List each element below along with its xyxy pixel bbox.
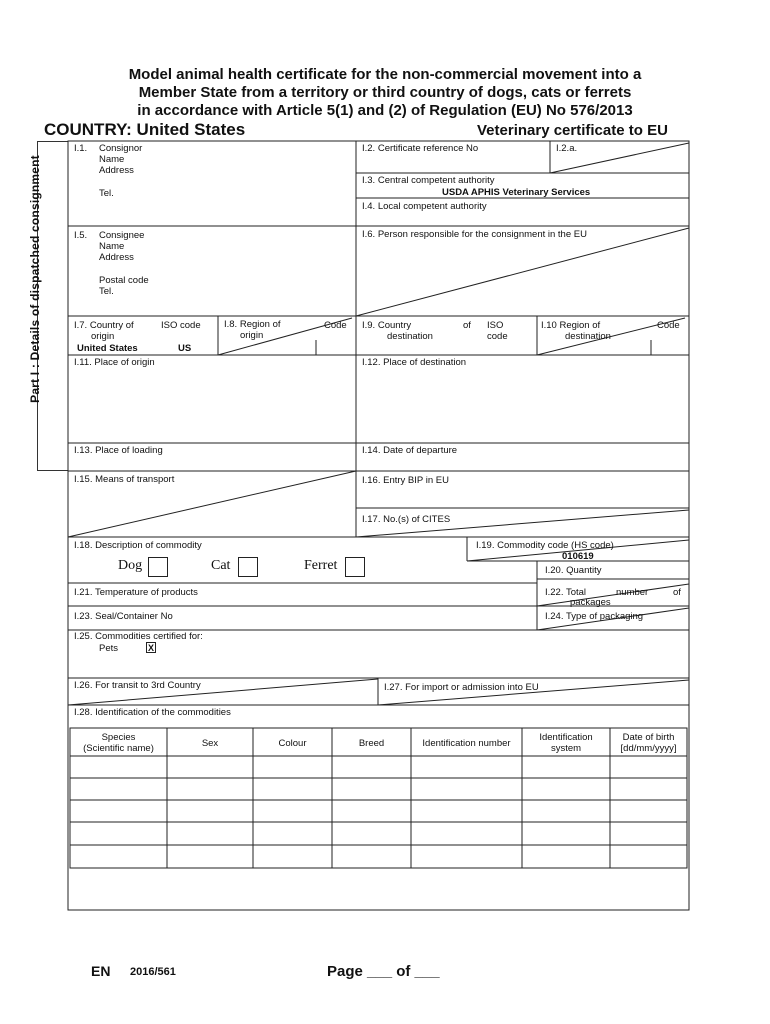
- consignee-label: Consignee: [99, 230, 145, 241]
- entry-bip-label: I.16. Entry BIP in EU: [362, 475, 449, 486]
- footer-page-number: Page ___ of ___: [327, 963, 440, 980]
- packaging-type-label: I.24. Type of packaging: [545, 611, 644, 622]
- country-origin-value: United States: [77, 343, 138, 354]
- total-packages-label-2: packages: [570, 597, 611, 608]
- region-origin-label-2: origin: [240, 330, 264, 341]
- place-loading-label: I.13. Place of loading: [74, 445, 163, 456]
- country-origin-label: I.7. Country of: [74, 320, 134, 331]
- consignor-name-label: Name: [99, 154, 125, 165]
- i5-code: I.5.: [74, 230, 88, 241]
- import-admission-label: I.27. For import or admission into EU: [384, 682, 539, 693]
- country-destination-of: of: [463, 320, 471, 331]
- title-line-2: Member State from a territory or third country of dogs, cats or ferrets: [138, 84, 632, 101]
- consignee-name-label: Name: [99, 241, 125, 252]
- part-label: Part I : Details of dispatched consignment: [28, 155, 42, 403]
- central-authority-label: I.3. Central competent authority: [362, 175, 495, 186]
- dog-label: Dog: [118, 558, 143, 573]
- commodity-code-label: I.19. Commodity code (HS code): [476, 540, 614, 551]
- title-line-1: Model animal health certificate for the non-commercial movement into a: [128, 66, 642, 83]
- dest-iso-label-2: code: [487, 331, 508, 342]
- footer-language: EN: [91, 963, 111, 979]
- header-identification-number: Identification number: [422, 738, 511, 749]
- total-packages-label: I.22. Total: [545, 587, 587, 598]
- dog-checkbox[interactable]: [148, 557, 168, 577]
- iso-code-value: US: [178, 343, 192, 354]
- ferret-label: Ferret: [304, 558, 338, 573]
- certificate-type: Veterinary certificate to EU: [477, 122, 668, 139]
- country-destination-label: I.9. Country: [362, 320, 412, 331]
- header-colour: Colour: [278, 738, 307, 749]
- certified-for-label: I.25. Commodities certified for:: [74, 631, 203, 642]
- means-transport-label: I.15. Means of transport: [74, 474, 175, 485]
- country-destination-label-2: destination: [387, 331, 433, 342]
- dest-iso-label: ISO: [487, 320, 504, 331]
- cat-label: Cat: [211, 558, 231, 573]
- header-identification-system: Identification system: [539, 732, 593, 754]
- commodity-code-value: 010619: [562, 551, 594, 562]
- title-line-3: in accordance with Article 5(1) and (2) of Regulation (EU) No 576/2013: [137, 102, 633, 119]
- date-departure-label: I.14. Date of departure: [362, 445, 458, 456]
- header-date-of-birth: Date of birth [dd/mm/yyyy]: [620, 732, 677, 754]
- consignee-tel-label: Tel.: [99, 286, 114, 297]
- temperature-label: I.21. Temperature of products: [74, 587, 198, 598]
- place-origin-label: I.11. Place of origin: [74, 357, 155, 368]
- i1-code: I.1.: [74, 143, 88, 154]
- cites-label: I.17. No.(s) of CITES: [362, 514, 451, 525]
- consignee-postal-label: Postal code: [99, 275, 149, 286]
- iso-code-label: ISO code: [161, 320, 201, 331]
- transit-label: I.26. For transit to 3rd Country: [74, 680, 201, 691]
- header-sex: Sex: [201, 738, 219, 749]
- total-packages-of: of: [673, 587, 681, 598]
- consignor-tel-label: Tel.: [99, 188, 114, 199]
- pets-checkbox[interactable]: X: [147, 643, 154, 653]
- region-origin-label: I.8. Region of: [224, 319, 281, 330]
- central-authority-value: USDA APHIS Veterinary Services: [442, 187, 591, 198]
- place-destination-label: I.12. Place of destination: [362, 357, 467, 368]
- region-destination-label-2: destination: [565, 331, 611, 342]
- seal-container-label: I.23. Seal/Container No: [74, 611, 173, 622]
- certificate-reference-label: I.2. Certificate reference No: [362, 143, 479, 154]
- cat-checkbox[interactable]: [238, 557, 258, 577]
- region-destination-label: I.10 Region of: [541, 320, 601, 331]
- pets-label: Pets: [99, 643, 119, 654]
- footer-reference: 2016/561: [130, 966, 176, 978]
- ferret-checkbox[interactable]: [345, 557, 365, 577]
- consignee-address-label: Address: [99, 252, 134, 263]
- quantity-label: I.20. Quantity: [545, 565, 602, 576]
- identification-label: I.28. Identification of the commodities: [74, 707, 231, 718]
- consignor-address-label: Address: [99, 165, 134, 176]
- total-packages-number: number: [616, 587, 649, 598]
- header-species: Species (Scientific name): [83, 732, 154, 754]
- consignor-label: Consignor: [99, 143, 143, 154]
- commodity-description-label: I.18. Description of commodity: [74, 540, 202, 551]
- local-authority-label: I.4. Local competent authority: [362, 201, 487, 212]
- country-origin-label-2: origin: [91, 331, 115, 342]
- country-heading: COUNTRY: United States: [44, 120, 246, 139]
- region-destination-code-label: Code: [657, 320, 680, 331]
- header-breed: Breed: [358, 738, 385, 749]
- i2a-label: I.2.a.: [556, 143, 578, 154]
- region-origin-code-label: Code: [324, 320, 347, 331]
- person-responsible-label: I.6. Person responsible for the consignment in the EU: [362, 229, 587, 240]
